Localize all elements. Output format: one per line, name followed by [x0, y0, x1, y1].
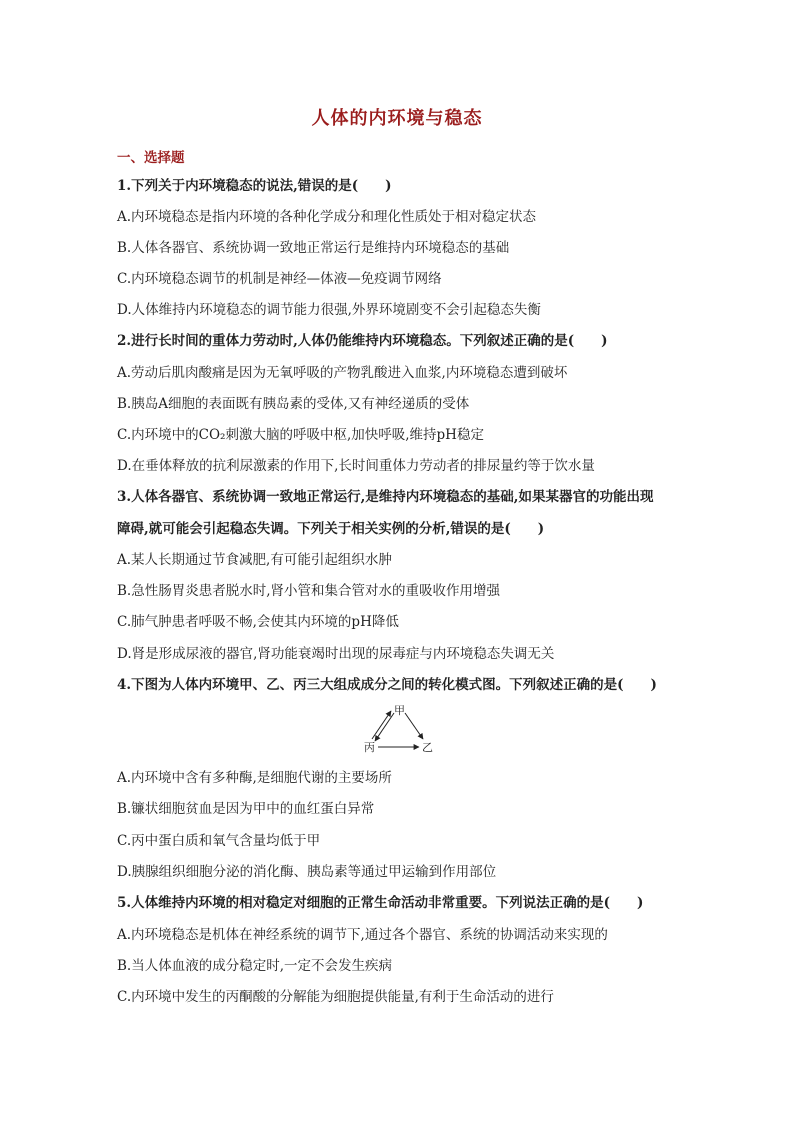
question-4-option-b: B.镰状细胞贫血是因为甲中的血红蛋白异常 [117, 801, 375, 817]
diagram-label-right: 乙 [422, 741, 433, 754]
section-heading: 一、选择题 [117, 150, 185, 166]
question-3-option-d: D.肾是形成尿液的器官,肾功能衰竭时出现的尿毒症与内环境稳态失调无关 [117, 646, 555, 662]
arrow-left-to-top [372, 711, 391, 739]
question-4-option-d: D.胰腺组织细胞分泌的消化酶、胰岛素等通过甲运输到作用部位 [117, 864, 497, 880]
question-5-option-c: C.内环境中发生的丙酮酸的分解能为细胞提供能量,有利于生命活动的进行 [117, 989, 554, 1005]
page-title: 人体的内环境与稳态 [311, 108, 483, 129]
question-5-stem: 5.人体维持内环境的相对稳定对细胞的正常生命活动非常重要。下列说法正确的是( ) [117, 895, 644, 911]
question-4-option-a: A.内环境中含有多种酶,是细胞代谢的主要场所 [117, 770, 392, 786]
arrow-top-to-right [405, 713, 423, 739]
question-1-stem: 1.下列关于内环境稳态的说法,错误的是( ) [117, 178, 392, 194]
question-1-option-c: C.内环境稳态调节的机制是神经—体液—免疫调节网络 [117, 271, 442, 287]
question-1-option-a: A.内环境稳态是指内环境的各种化学成分和理化性质处于相对稳定状态 [117, 209, 537, 225]
question-5-option-b: B.当人体血液的成分稳定时,一定不会发生疾病 [117, 958, 393, 974]
question-4-stem: 4.下图为人体内环境甲、乙、丙三大组成成分之间的转化模式图。下列叙述正确的是( ) [117, 677, 657, 693]
question-2-option-c: C.内环境中的CO₂刺激大脑的呼吸中枢,加快呼吸,维持pH稳定 [117, 427, 484, 443]
question-2-option-b: B.胰岛A细胞的表面既有胰岛素的受体,又有神经递质的受体 [117, 396, 470, 412]
question-2-stem: 2.进行长时间的重体力劳动时,人体仍能维持内环境稳态。下列叙述正确的是( ) [117, 333, 608, 349]
question-3-option-a: A.某人长期通过节食减肥,有可能引起组织水肿 [117, 552, 392, 568]
diagram-label-left: 丙 [364, 741, 375, 754]
question-1-option-d: D.人体维持内环境稳态的调节能力很强,外界环境剧变不会引起稳态失衡 [117, 302, 541, 318]
question-5-option-a: A.内环境稳态是机体在神经系统的调节下,通过各个器官、系统的协调活动来实现的 [117, 927, 608, 943]
conversion-diagram [360, 703, 440, 755]
question-1-option-b: B.人体各器官、系统协调一致地正常运行是维持内环境稳态的基础 [117, 240, 510, 256]
arrow-top-to-left [375, 713, 394, 741]
diagram-label-top: 甲 [394, 704, 405, 717]
question-3-option-c: C.肺气肿患者呼吸不畅,会使其内环境的pH降低 [117, 614, 399, 630]
question-4-option-c: C.丙中蛋白质和氧气含量均低于甲 [117, 833, 321, 849]
question-3-stem-line-2: 障碍,就可能会引起稳态失调。下列关于相关实例的分析,错误的是( ) [117, 521, 545, 537]
question-3-stem-line-1: 3.人体各器官、系统协调一致地正常运行,是维持内环境稳态的基础,如果某器官的功能出现 [117, 489, 654, 505]
question-3-option-b: B.急性肠胃炎患者脱水时,肾小管和集合管对水的重吸收作用增强 [117, 583, 501, 599]
question-2-option-a: A.劳动后肌肉酸痛是因为无氧呼吸的产物乳酸进入血浆,内环境稳态遭到破坏 [117, 365, 568, 381]
question-2-option-d: D.在垂体释放的抗利尿激素的作用下,长时间重体力劳动者的排尿量约等于饮水量 [117, 458, 595, 474]
